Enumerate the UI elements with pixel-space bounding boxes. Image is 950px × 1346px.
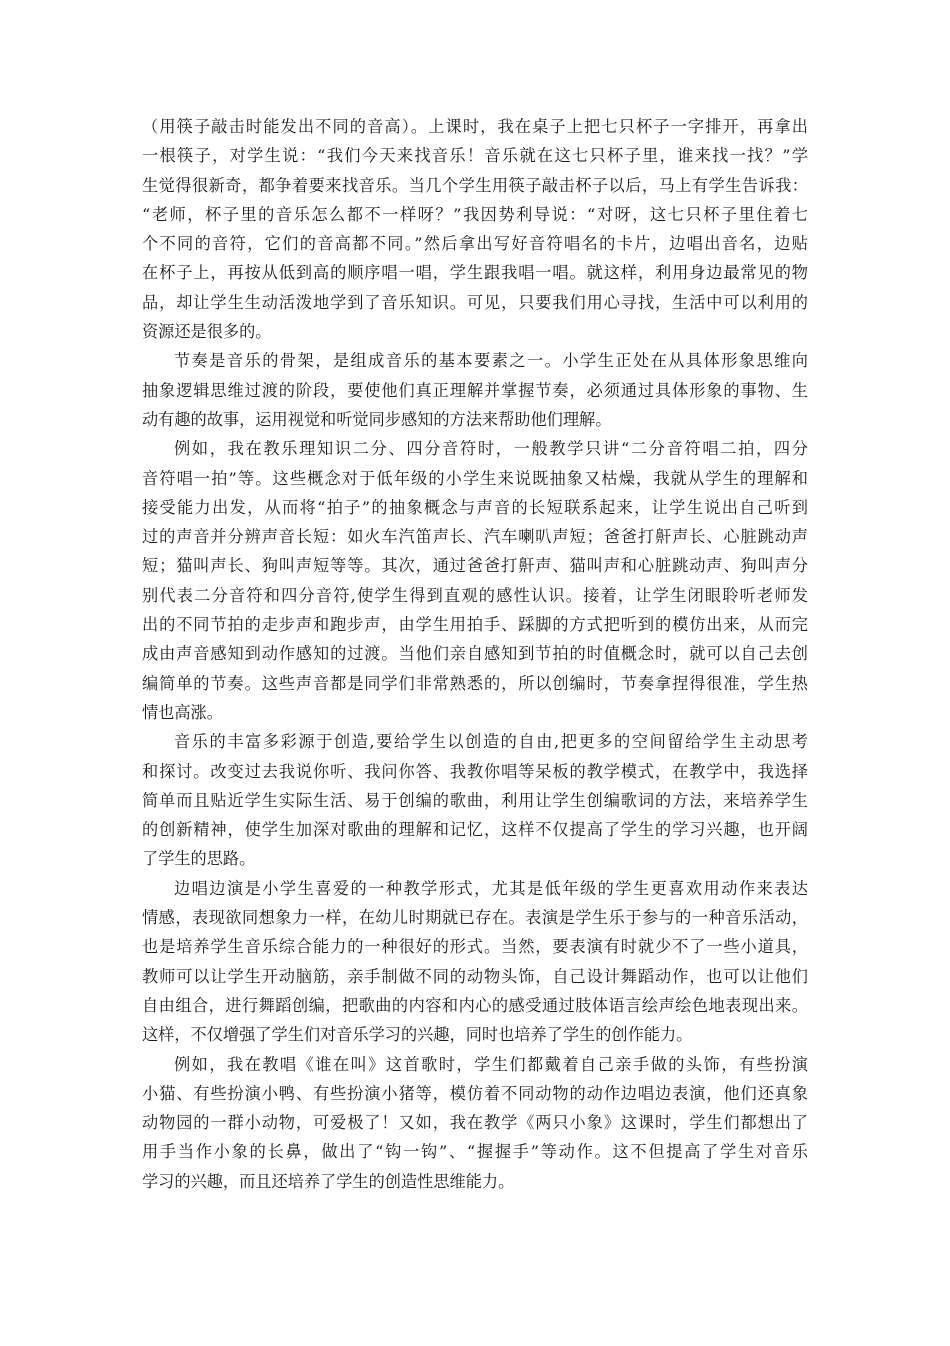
text-line: 也是培养学生音乐综合能力的一种很好的形式。当然，要表演有时就少不了一些小道具，	[142, 937, 808, 957]
text-line: 在杯子上，再按从低到高的顺序唱一唱，学生跟我唱一唱。就这样，利用身边最常见的物	[142, 263, 808, 283]
text-line: 例如，我在教唱《谁在叫》这首歌时，学生们都戴着自己亲手做的头饰，有些扮演	[174, 1054, 808, 1074]
text-line: 用手当作小象的长鼻，做出了“钩一钩”、“握握手”等动作。这不但提高了学生对音乐	[142, 1142, 808, 1162]
text-line: 动有趣的故事，运用视觉和听觉同步感知的方法来帮助他们理解。	[142, 409, 612, 429]
text-line: 动物园的一群小动物，可爱极了！又如，我在教学《两只小象》这课时，学生们都想出了	[142, 1113, 808, 1133]
document-body	[142, 112, 808, 1196]
text-line: 音乐的丰富多彩源于创造,要给学生以创造的自由,把更多的空间留给学生主动思考	[174, 732, 808, 752]
text-line: 资源还是很多的。	[142, 322, 272, 342]
paragraph-creativity	[142, 727, 808, 873]
paragraph-song-examples	[142, 1050, 808, 1196]
paragraph-rhythm-skeleton	[142, 346, 808, 434]
text-line: 抽象逻辑思维过渡的阶段，要使他们真正理解并掌握节奏，必须通过具体形象的事物、生	[142, 380, 808, 400]
text-line: 边唱边演是小学生喜爱的一种教学形式，尤其是低年级的学生更喜欢用动作来表达	[174, 878, 808, 898]
text-line: 情也高涨。	[142, 702, 223, 722]
text-line: 成由声音感知到动作感知的过渡。当他们亲自感知到节拍的时值概念时，就可以自己去创	[142, 644, 808, 664]
text-line: 学习的兴趣，而且还培养了学生的创造性思维能力。	[142, 1171, 515, 1191]
text-line: 编简单的节奏。这些声音都是同学们非常熟悉的，所以创编时，节奏拿捏得很准，学生热	[142, 673, 808, 693]
text-line: 接受能力出发，从而将“拍子”的抽象概念与声音的长短联系起来，让学生说出自己听到	[142, 497, 808, 517]
text-line: 一根筷子，对学生说：“我们今天来找音乐！音乐就在这七只杯子里，谁来找一找？”学	[142, 146, 808, 166]
text-line: 的创新精神，使学生加深对歌曲的理解和记忆，这样不仅提高了学生的学习兴趣，也开阔	[142, 820, 808, 840]
paragraph-note-values-example	[142, 434, 808, 727]
text-line: 出的不同节拍的走步声和跑步声，由学生用拍手、踩脚的方式把听到的模仿出来，从而完	[142, 615, 808, 635]
text-line: 小猫、有些扮演小鸭、有些扮演小猪等，模仿着不同动物的动作边唱边表演，他们还真象	[142, 1083, 808, 1103]
text-line: 音符唱一拍”等。这些概念对于低年级的小学生来说既抽象又枯燥，我就从学生的理解和	[142, 468, 808, 488]
text-line: 自由组合，进行舞蹈创编，把歌曲的内容和内心的感受通过肢体语言绘声绘色地表现出来。	[142, 995, 808, 1015]
text-line: 教师可以让学生开动脑筋，亲手制做不同的动物头饰，自己设计舞蹈动作，也可以让他们	[142, 966, 808, 986]
text-line: 品，却让学生生动活泼地学到了音乐知识。可见，只要我们用心寻找，生活中可以利用的	[142, 292, 808, 312]
text-line: 节奏是音乐的骨架，是组成音乐的基本要素之一。小学生正处在从具体形象思维向	[174, 351, 808, 371]
paragraph-cups-music	[142, 112, 808, 346]
text-line: 个不同的音符，它们的音高都不同。”然后拿出写好音符唱名的卡片，边唱出音名，边贴	[142, 234, 808, 254]
text-line: 生觉得很新奇，都争着要来找音乐。当几个学生用筷子敲击杯子以后，马上有学生告诉我：	[142, 175, 808, 195]
text-line: （用筷子敲击时能发出不同的音高）。上课时，我在桌子上把七只杯子一字排开，再拿出	[142, 117, 808, 136]
text-line: “老师，杯子里的音乐怎么都不一样呀？”我因势利导说：“对呀，这七只杯子里住着七	[142, 204, 808, 224]
text-line: 这样，不仅增强了学生们对音乐学习的兴趣，同时也培养了学生的创作能力。	[142, 1025, 693, 1045]
text-line: 别代表二分音符和四分音符,使学生得到直观的感性认识。接着，让学生闭眼聆听老师发	[142, 585, 808, 605]
text-line: 短；猫叫声长、狗叫声短等等。其次，通过爸爸打鼾声、猫叫声和心脏跳动声、狗叫声分	[142, 556, 808, 576]
text-line: 例如，我在教乐理知识二分、四分音符时，一般教学只讲“二分音符唱二拍，四分	[174, 439, 808, 459]
text-line: 了学生的思路。	[142, 849, 256, 869]
text-line: 情感，表现欲同想象力一样，在幼儿时期就已存在。表演是学生乐于参与的一种音乐活动，	[142, 908, 808, 928]
text-line: 过的声音并分辨声音长短：如火车汽笛声长、汽车喇叭声短；爸爸打鼾声长、心脏跳动声	[142, 527, 808, 547]
text-line: 简单而且贴近学生实际生活、易于创编的歌曲，利用让学生创编歌词的方法，来培养学生	[142, 790, 808, 810]
paragraph-sing-and-perform	[142, 874, 808, 1050]
text-line: 和探讨。改变过去我说你听、我问你答、我教你唱等呆板的教学模式，在教学中，我选择	[142, 761, 808, 781]
